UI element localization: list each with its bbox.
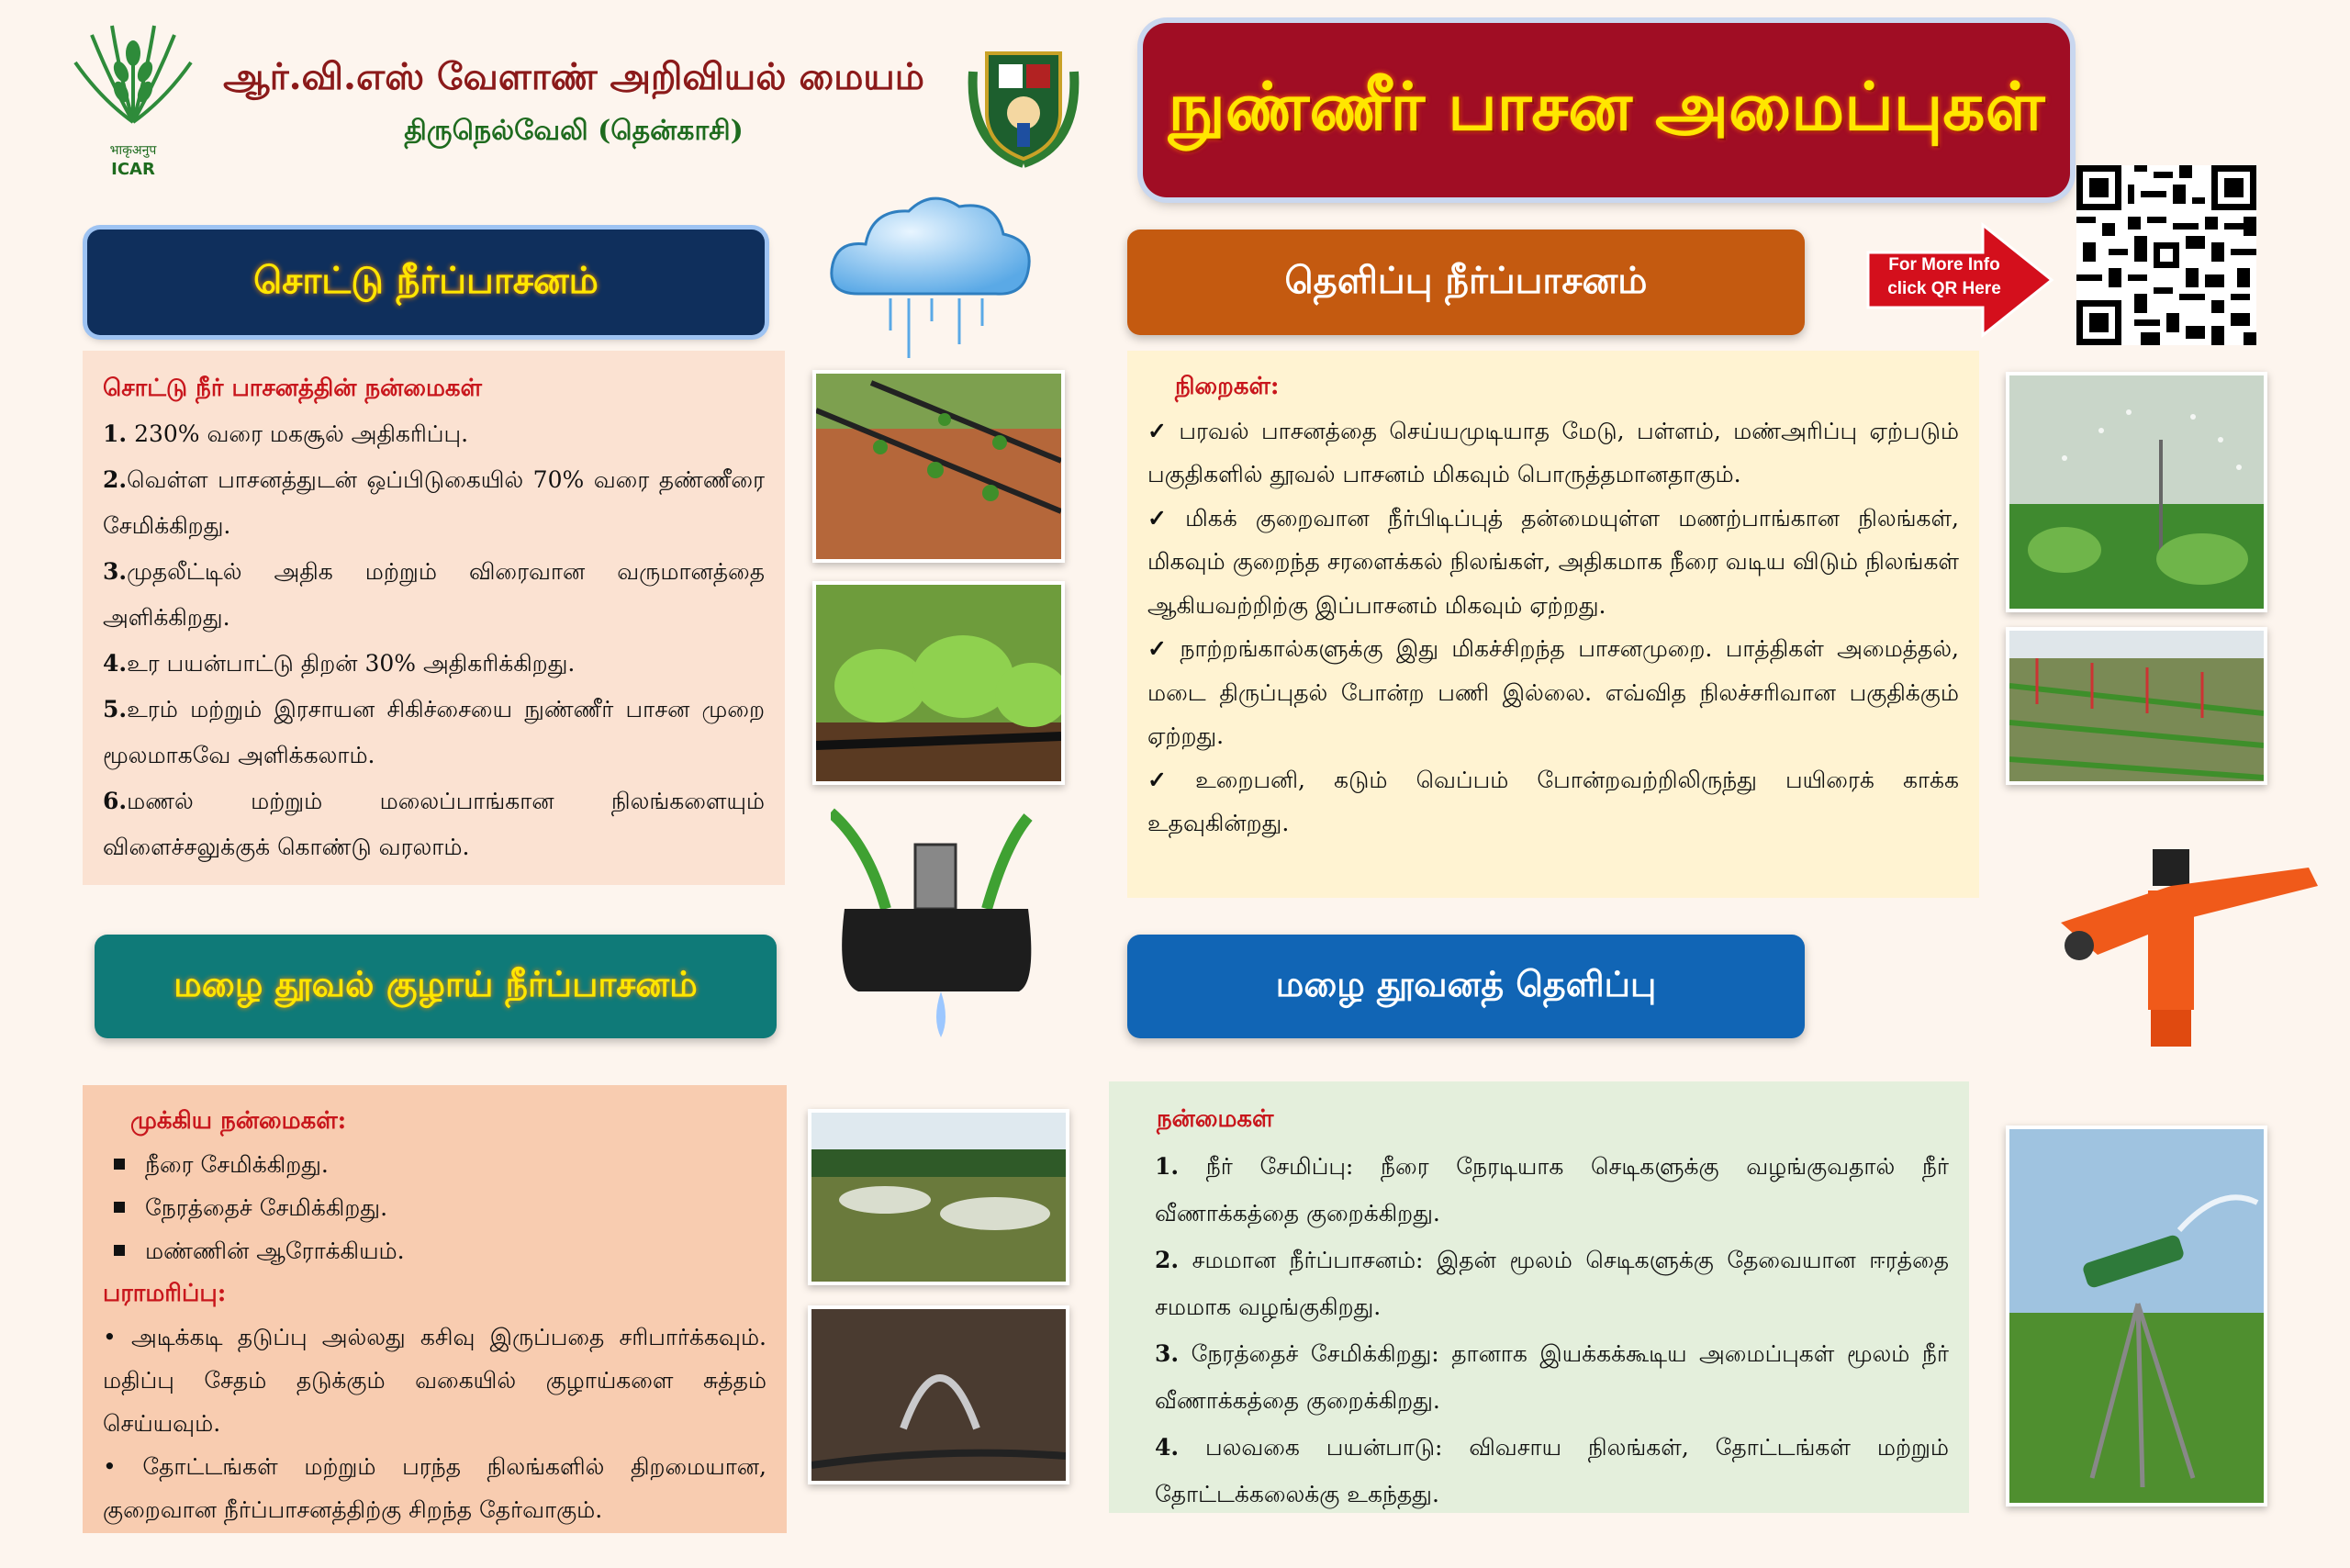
item-number: 1. [103, 420, 128, 447]
drip-seedling-photo [812, 581, 1065, 785]
list-item [1155, 1330, 1949, 1424]
rain-gun-box [1109, 1081, 1969, 1513]
sprinkler-rows-photo [2006, 627, 2267, 785]
item-text: தோட்டங்கள் மற்றும் பரந்த நிலங்களில் திறமையான, குறைவான நீர்ப்பாசனத்திற்கு சிறந்த தேர்வாகும். [103, 1453, 767, 1523]
rain-gun-photo [2006, 1126, 2267, 1506]
item-text: உரம் மற்றும் இரசாயன சிகிச்சையை நுண்ணீர் பாசன முறை மூலமாகவே அளிக்கலாம். [103, 696, 765, 768]
list-item [1147, 409, 1959, 497]
rain-hose-maintenance-heading: பராமரிப்பு: [103, 1280, 227, 1307]
item-text: பரவல் பாசனத்தை செய்யமுடியாத மேடு, பள்ளம், மண்அரிப்பு ஏற்படும் பகுதிகளில் தூவல் பாசனம் மிகவும் பொருத்தமானதாகும். [1147, 417, 1960, 487]
list-item [103, 1186, 767, 1229]
rain-hose-benefits-list [103, 1143, 767, 1272]
list-item [103, 1143, 767, 1186]
rain-hose-spray-photo [808, 1305, 1069, 1484]
qr-note-line2: click QR Here [1887, 279, 2001, 298]
sprinkler-banner: தெளிப்பு நீர்ப்பாசனம் [1127, 230, 1805, 335]
check-icon: ✓ [1147, 766, 1189, 793]
drip-line-photo [812, 370, 1065, 563]
item-text: மிகக் குறைவான நீர்பிடிப்புத் தன்மையுள்ள மணற்பாங்கான நிலங்கள், மிகவும் குறைந்த சரளைக்கல் நிலங்கள், அதிகமாக நீரை வடிய விடும் நிலங்கள் ஆகியவற்றிற்கு இப்பாசனம் மிகவும் ஏற்றது. [1147, 504, 1959, 619]
item-text: நீர் சேமிப்பு: நீரை நேரடியாக செடிகளுக்கு வழங்குவதால் நீர் வீணாக்கத்தை குறைக்கிறது. [1155, 1153, 1949, 1226]
list-item [103, 1316, 767, 1445]
item-text: பலவகை பயன்பாடு: விவசாய நிலங்கள், தோட்டங்கள் மற்றும் தோட்டக்கலைக்கு உகந்தது. [1155, 1434, 1949, 1507]
rain-gun-heading: நன்மைகள் [1157, 1105, 1274, 1133]
item-number: 5. [103, 696, 128, 722]
item-number: 4. [103, 650, 128, 677]
list-item [103, 1445, 767, 1531]
item-number: 2. [1155, 1247, 1180, 1273]
check-icon: ✓ [1147, 504, 1179, 532]
check-icon: ✓ [1147, 635, 1173, 662]
bullet-icon [114, 1202, 125, 1213]
rain-gun-banner: மழை தூவனத் தெளிப்பு [1127, 935, 1805, 1038]
list-item [1147, 497, 1959, 628]
list-item [103, 687, 765, 778]
item-number: 1. [1155, 1153, 1180, 1180]
item-text: நாற்றங்கால்களுக்கு இது மிகச்சிறந்த பாசனமுறை. பாத்திகள் அமைத்தல், மடை திருப்புதல் போன்ற பணி இல்லை. எவ்வித நிலச்சரிவான பகுதிக்கும் ஏற்றது. [1147, 635, 1959, 749]
item-text: அடிக்கடி தடுப்பு அல்லது கசிவு இருப்பதை சரிபார்க்கவும். மதிப்பு சேதம் தடுக்கும் வகையில் குழாய்களை சுத்தம் செய்யவும். [103, 1324, 767, 1437]
drip-list [103, 411, 765, 870]
list-item [103, 411, 765, 457]
bullet-icon [114, 1245, 125, 1256]
bullet-icon [114, 1159, 125, 1170]
org-name: ஆர்.வி.எஸ் வேளாண் அறிவியல் மையம் [223, 55, 924, 98]
item-text: வெள்ள பாசனத்துடன் ஒப்பிடுகையில் 70% வரை தண்ணீரை சேமிக்கிறது. [103, 466, 765, 539]
item-text: உர பயன்பாட்டு திறன் 30% அதிகரிக்கிறது. [127, 650, 576, 677]
item-text: உறைபனி, கடும் வெப்பம் போன்றவற்றிலிருந்து பயிரைக் காக்க உதவுகின்றது. [1147, 766, 1959, 836]
list-item [103, 641, 765, 687]
list-item [1155, 1237, 1949, 1330]
item-number: 4. [1155, 1434, 1180, 1461]
list-item [103, 457, 765, 549]
list-item [103, 549, 765, 641]
org-location: திருநெல்வேலி (தென்காசி) [404, 115, 744, 147]
drip-benefits-box [83, 351, 785, 885]
item-number: 3. [103, 558, 128, 585]
sprinkler-field-photo [2006, 372, 2267, 612]
rain-hose-maintenance-list [103, 1316, 767, 1531]
item-text: நேரத்தைச் சேமிக்கிறது. [145, 1194, 388, 1221]
impact-sprinkler-icon [2042, 835, 2327, 1083]
item-text: முதலீட்டில் அதிக மற்றும் விரைவான வருமானத்தை அளிக்கிறது. [103, 558, 765, 631]
item-text: சமமான நீர்ப்பாசனம்: இதன் மூலம் செடிகளுக்கு தேவையான ஈரத்தை சமமாக வழங்குகிறது. [1155, 1247, 1950, 1320]
list-item [1155, 1424, 1949, 1518]
qr-code[interactable] [2076, 165, 2256, 345]
item-number: 3. [1155, 1340, 1180, 1367]
qr-note [1880, 253, 2009, 301]
rain-hose-box [83, 1085, 787, 1533]
item-text: மண்ணின் ஆரோக்கியம். [145, 1238, 405, 1264]
item-text: நீரை சேமிக்கிறது. [145, 1151, 329, 1178]
list-item [1147, 758, 1959, 846]
drip-heading: சொட்டு நீர் பாசனத்தின் நன்மைகள் [103, 375, 483, 402]
icar-logo [64, 17, 202, 182]
rain-hose-benefits-heading: முக்கிய நன்மைகள்: [130, 1107, 347, 1135]
sprinkler-heading: நிறைகள்: [1175, 373, 1280, 400]
drip-hose-icon [831, 808, 1042, 1051]
list-item [1155, 1143, 1949, 1237]
sprinkler-merits-box [1127, 351, 1979, 898]
item-text: 230% வரை மகசூல் அதிகரிப்பு. [134, 420, 469, 447]
rain-gun-list [1129, 1143, 1949, 1518]
bullet-icon: • [103, 1453, 117, 1480]
qr-note-line1: For More Info [1888, 255, 2000, 274]
item-text: நேரத்தைச் சேமிக்கிறது: தானாக இயக்கக்கூடிய அமைப்புகள் மூலம் நீர் வீணாக்கத்தை குறைக்கிறது. [1155, 1340, 1949, 1414]
kvk-emblem [955, 35, 1092, 173]
rain-hose-banner: மழை தூவல் குழாய் நீர்ப்பாசனம் [95, 935, 777, 1038]
check-icon: ✓ [1147, 417, 1172, 444]
drip-banner: சொட்டு நீர்ப்பாசனம் [87, 230, 765, 335]
bullet-icon: • [103, 1324, 117, 1350]
item-number: 2. [103, 466, 128, 493]
list-item [1147, 627, 1959, 758]
main-title: நுண்ணீர் பாசன அமைப்புகள் [1143, 23, 2070, 197]
item-number: 6. [103, 788, 128, 814]
logo-text: ICAR [111, 160, 155, 179]
sprinkler-list [1147, 409, 1959, 846]
list-item [103, 778, 765, 870]
item-text: மணல் மற்றும் மலைப்பாங்கான நிலங்களையும் விளைச்சலுக்குக் கொண்டு வரலாம். [103, 788, 765, 860]
rain-cloud-icon [822, 184, 1037, 363]
rain-hose-field-photo [808, 1109, 1069, 1285]
logo-hindi-text: भाकृअनुप [109, 143, 157, 158]
list-item [103, 1229, 767, 1272]
